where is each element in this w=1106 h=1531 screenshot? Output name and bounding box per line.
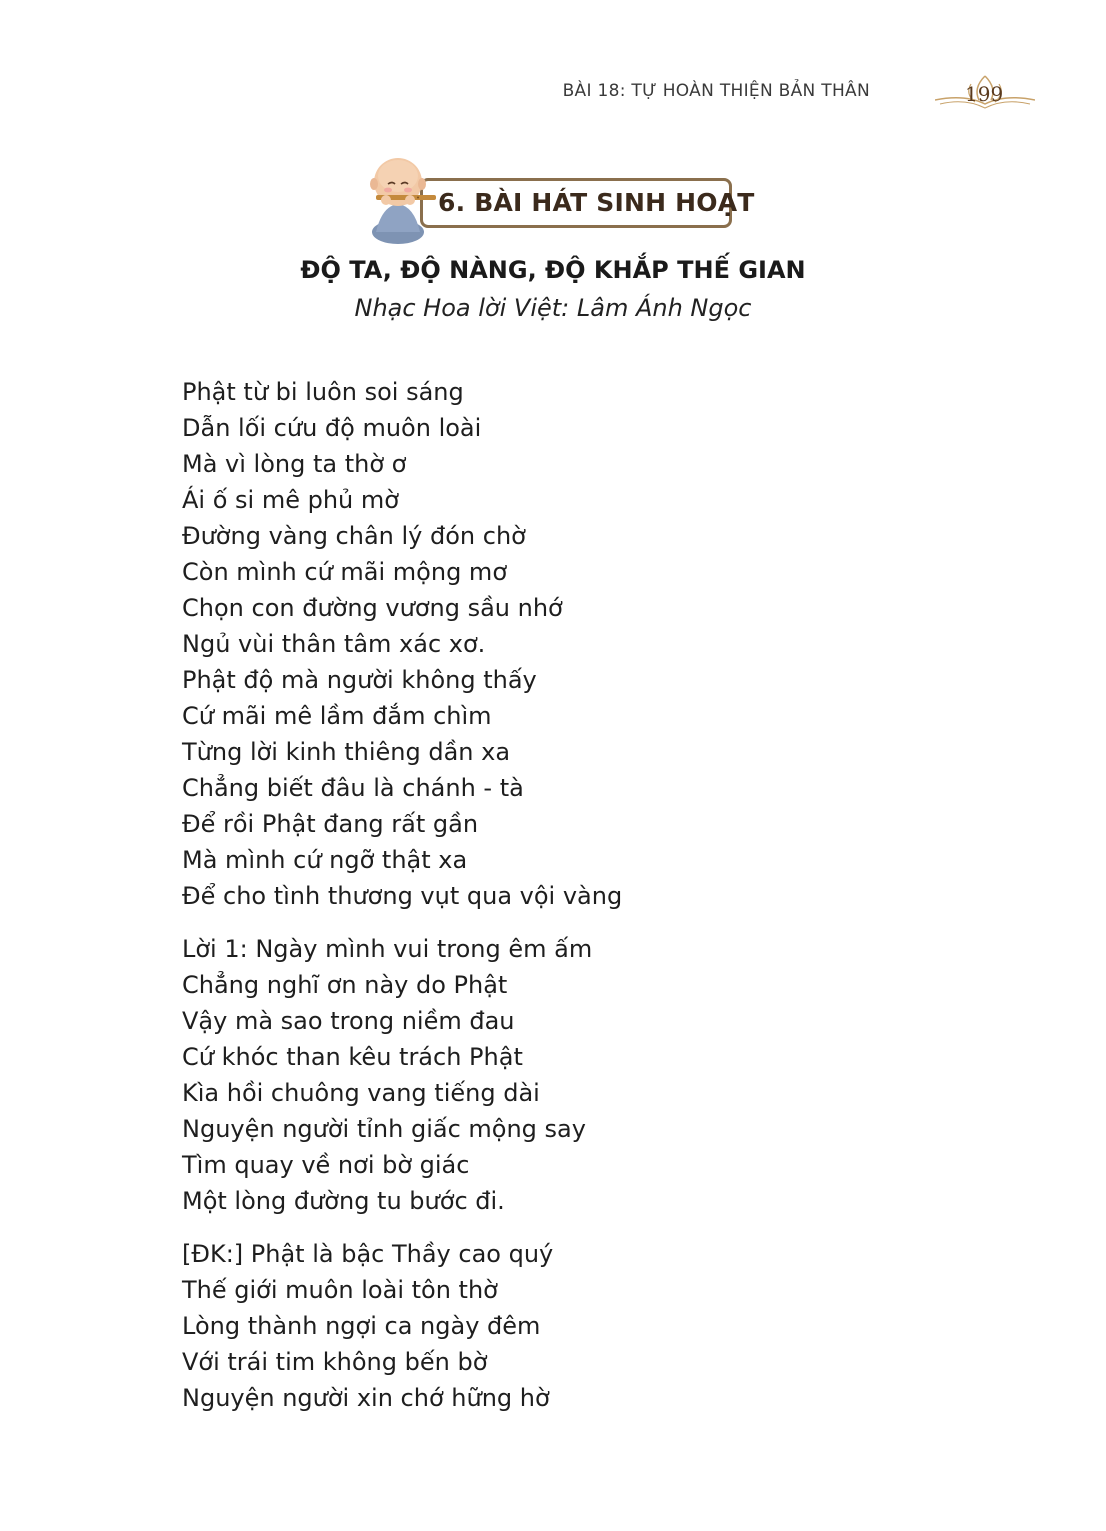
- stanza-loi-1: [182, 931, 942, 1219]
- lyric-line: Vậy mà sao trong niềm đau: [182, 1007, 515, 1035]
- stanza-verse: [182, 374, 942, 914]
- song-credit: Nhạc Hoa lời Việt: Lâm Ánh Ngọc: [354, 294, 752, 322]
- lyric-line: Cứ mãi mê lầm đắm chìm: [182, 702, 492, 730]
- lyric-line: Đường vàng chân lý đón chờ: [182, 522, 526, 550]
- section-label: 6. BÀI HÁT SINH HOẠT: [438, 188, 755, 217]
- lyric-line: Ái ố si mê phủ mờ: [182, 486, 399, 514]
- lyric-line: Chọn con đường vương sầu nhớ: [182, 594, 563, 622]
- page-number: 199: [965, 82, 1004, 106]
- lyric-line: Với trái tim không bến bờ: [182, 1348, 488, 1376]
- lyric-line: Kìa hồi chuông vang tiếng dài: [182, 1079, 540, 1107]
- lyrics: [182, 374, 942, 1433]
- lyric-line: Chẳng biết đâu là chánh - tà: [182, 774, 524, 802]
- lyric-line: Lòng thành ngợi ca ngày đêm: [182, 1312, 541, 1340]
- lyric-line: Để cho tình thương vụt qua vội vàng: [182, 882, 623, 910]
- lyric-line: Phật từ bi luôn soi sáng: [182, 378, 464, 406]
- lyric-line: Mà vì lòng ta thờ ơ: [182, 450, 407, 478]
- lyric-line: Cứ khóc than kêu trách Phật: [182, 1043, 523, 1071]
- lyric-line: Nguyện người xin chớ hững hờ: [182, 1384, 550, 1412]
- lyric-line: Lời 1: Ngày mình vui trong êm ấm: [182, 935, 593, 963]
- lyric-line: Chẳng nghĩ ơn này do Phật: [182, 971, 508, 999]
- lyric-line: Tìm quay về nơi bờ giác: [182, 1151, 470, 1179]
- lyric-line: Một lòng đường tu bước đi.: [182, 1187, 505, 1215]
- chapter-title: BÀI 18: TỰ HOÀN THIỆN BẢN THÂN: [562, 81, 870, 101]
- song-title: ĐỘ TA, ĐỘ NÀNG, ĐỘ KHẮP THẾ GIAN: [300, 256, 806, 284]
- lyric-line: Phật độ mà người không thấy: [182, 666, 537, 694]
- lyric-line: Ngủ vùi thân tâm xác xơ.: [182, 630, 486, 658]
- lyric-line: [ĐK:] Phật là bậc Thầy cao quý: [182, 1240, 554, 1268]
- lyric-line: Từng lời kinh thiêng dần xa: [182, 738, 511, 766]
- monk-flute-icon: [368, 152, 448, 244]
- lyric-line: Thế giới muôn loài tôn thờ: [182, 1276, 498, 1304]
- lyric-line: Dẫn lối cứu độ muôn loài: [182, 414, 482, 442]
- section-banner: [368, 152, 755, 244]
- page-header: [562, 74, 1040, 114]
- lyric-line: Còn mình cứ mãi mộng mơ: [182, 558, 507, 586]
- lyric-line: Mà mình cứ ngỡ thật xa: [182, 846, 468, 874]
- lyric-line: Nguyện người tỉnh giấc mộng say: [182, 1115, 586, 1143]
- lyric-line: Để rồi Phật đang rất gần: [182, 810, 479, 838]
- stanza-chorus: [182, 1236, 942, 1416]
